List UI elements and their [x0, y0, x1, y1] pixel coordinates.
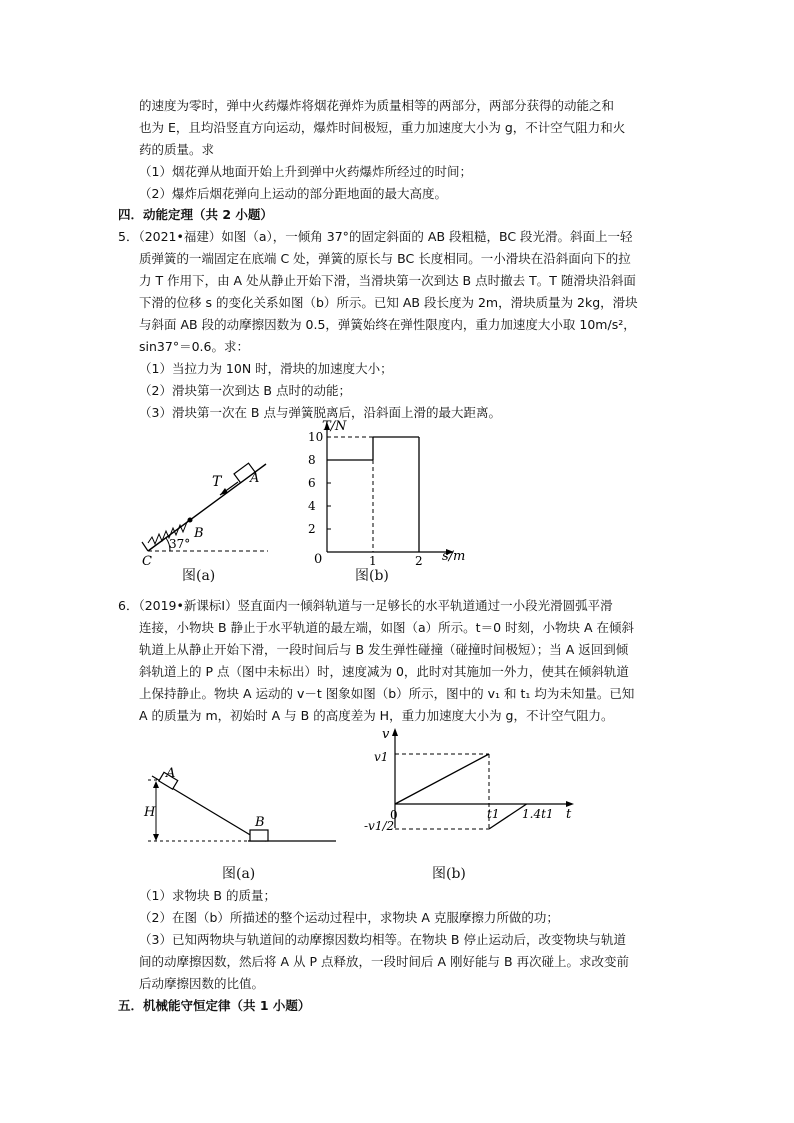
- p5-figure-b-chart: [300, 418, 466, 570]
- p6-line-3: 轨道上从静止开始下滑，一段时间后与 B 发生弹性碰撞（碰撞时间极短）；当 A 返回到倾: [139, 642, 629, 657]
- intro-line-1: 的速度为零时，弹中火药爆炸将烟花弹炸为质量相等的两部分，两部分获得的动能之和: [139, 98, 615, 113]
- p6-figure-b-chart: [330, 724, 580, 836]
- intro-line-3: 药的质量。求: [139, 142, 215, 157]
- intro-question-1: （1）烟花弹从地面开始上升到弹中火药爆炸所经过的时间；: [139, 164, 472, 179]
- wall-line: [142, 542, 148, 551]
- chart1-xlabel: s/m: [442, 549, 466, 564]
- p5-line-5: 与斜面 AB 段的动摩擦因数为 0.5，弹簧始终在弹性限度内，重力加速度大小取 10m/s²，: [139, 317, 636, 332]
- label-a: A: [166, 766, 176, 781]
- y-axis-arrow: [392, 728, 398, 736]
- chart2-neg-label: -v1/2: [364, 819, 395, 833]
- label-h: H: [144, 805, 156, 820]
- chart2-xlabel: t: [566, 807, 572, 822]
- label-t: T: [212, 474, 222, 490]
- p6-line-4: 斜轨道上的 P 点（图中未标出）时，速度减为 0，此时对其施加一外力，使其在倾斜轨道: [139, 664, 629, 679]
- section-4-heading: 四．动能定理（共 2 小题）: [118, 207, 273, 222]
- p5-line-2: 质弹簧的一端固定在底端 C 处，弹簧的原长与 BC 长度相同。一小滑块在沿斜面向下的拉: [139, 251, 631, 266]
- chart1-ytick-6: 6: [308, 476, 316, 490]
- point-b-dot: [188, 518, 193, 523]
- chart2-t1-label: t1: [487, 807, 500, 821]
- block-b: [250, 830, 268, 841]
- chart1-ytick-4: 4: [308, 499, 316, 513]
- chart1-ytick-8: 8: [308, 453, 316, 467]
- p6-line-1: 6．（2019•新课标Ⅰ）竖直面内一倾斜轨道与一足够长的水平轨道通过一小段光滑圆弧平滑: [118, 598, 613, 613]
- p5-question-2: （2）滑块第一次到达 B 点时的动能；: [139, 383, 351, 398]
- p6-figure-a: [140, 764, 340, 848]
- chart1-ylabel: T/N: [322, 419, 347, 434]
- label-b: B: [255, 815, 265, 830]
- chart2-v1-label: v1: [374, 750, 389, 764]
- chart1-origin: 0: [314, 552, 323, 567]
- chart1-xtick-2: 2: [415, 554, 423, 568]
- intro-line-2: 也为 E，且均沿竖直方向运动，爆炸时间极短，重力加速度大小为 g，不计空气阻力和火: [139, 120, 626, 135]
- chart1-ytick-2: 2: [308, 522, 316, 536]
- p5-figure-b-caption: 图(b): [355, 568, 389, 584]
- p5-question-3: （3）滑块第一次在 B 点与弹簧脱离后，沿斜面上滑的最大距离。: [139, 405, 501, 420]
- chart2-origin: 0: [390, 808, 398, 822]
- section-5-heading: 五．机械能守恒定律（共 1 小题）: [118, 998, 311, 1013]
- p6-question-1: （1）求物块 B 的质量；: [139, 888, 276, 903]
- label-angle: 37°: [169, 537, 191, 551]
- p6-figure-b-caption: 图(b): [432, 866, 466, 882]
- chart2-segment-1: [395, 754, 489, 804]
- p6-line-2: 连接，小物块 B 静止于水平轨道的最左端，如图（a）所示。t＝0 时刻，小物块 A 在倾斜: [139, 620, 635, 635]
- intro-question-2: （2）爆炸后烟花弹向上运动的部分距地面的最大高度。: [139, 186, 447, 201]
- p6-line-5: 上保持静止。物块 A 运动的 v－t 图象如图（b）所示，图中的 v₁ 和 t₁ 均为未知量。已知: [139, 686, 635, 701]
- p6-question-3-line-2: 间的动摩擦因数，然后将 A 从 P 点释放，一段时间后 A 刚好能与 B 再次碰上。求改变前: [139, 954, 630, 969]
- label-b: B: [194, 526, 204, 541]
- p6-line-6: A 的质量为 m，初始时 A 与 B 的高度差为 H，重力加速度大小为 g，不计空气阻力。: [139, 708, 614, 723]
- p5-figure-a: [138, 448, 278, 574]
- chart1-ytick-10: 10: [308, 430, 324, 444]
- label-c: C: [142, 554, 152, 569]
- chart2-ylabel: v: [382, 727, 390, 742]
- p5-line-6: sin37°＝0.6。求：: [139, 339, 249, 354]
- p5-line-1: 5．（2021•福建）如图（a），一倾角 37°的固定斜面的 AB 段粗糙，BC 段光滑。斜面上一轻: [118, 229, 633, 244]
- p6-figure-a-caption: 图(a): [222, 866, 256, 882]
- p5-line-3: 力 T 作用下，由 A 处从静止开始下滑，当滑块第一次到达 B 点时撤去 T。T 随滑块沿斜面: [139, 273, 636, 288]
- h-arrowhead-bottom: [153, 834, 159, 841]
- p6-question-3-line-3: 后动摩擦因数的比值。: [139, 976, 265, 991]
- h-arrowhead-top: [153, 781, 159, 788]
- p5-question-1: （1）当拉力为 10N 时，滑块的加速度大小；: [139, 361, 393, 376]
- chart1-xtick-1: 1: [369, 554, 377, 568]
- chart2-t14-label: 1.4t1: [522, 807, 554, 821]
- p6-question-2: （2）在图（b）所描述的整个运动过程中，求物块 A 克服摩擦力所做的功；: [139, 910, 559, 925]
- p5-figure-a-caption: 图(a): [182, 568, 216, 584]
- p6-question-3-line-1: （3）已知两物块与轨道间的动摩擦因数均相等。在物块 B 停止运动后，改变物块与轨道: [139, 932, 626, 947]
- p5-line-4: 下滑的位移 s 的变化关系如图（b）所示。已知 AB 段长度为 2m，滑块质量为 2kg，滑块: [139, 295, 638, 310]
- label-a: A: [250, 471, 260, 486]
